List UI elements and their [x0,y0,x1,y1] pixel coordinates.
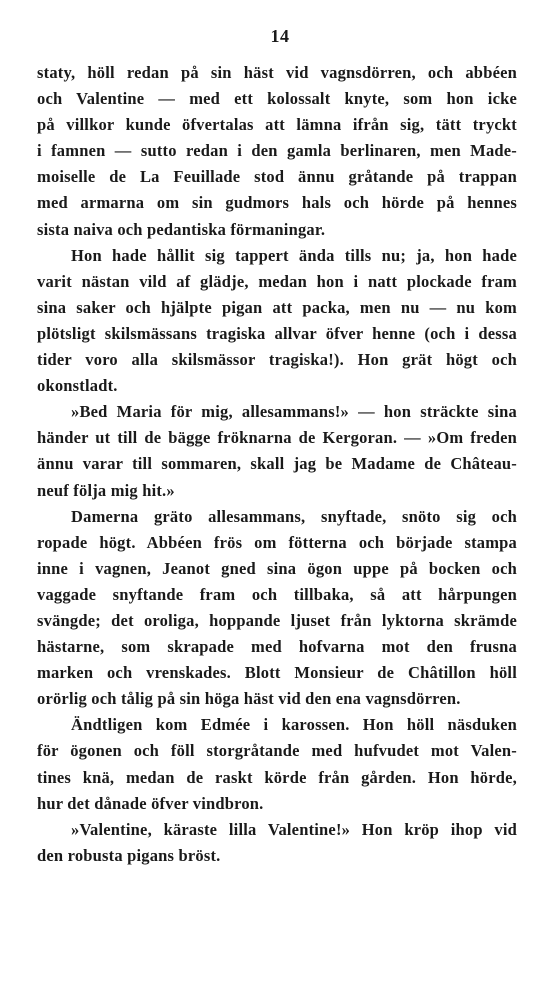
text-line: tines knä, medan de raskt körde från gården. Hon hörde, [37,767,517,787]
text-line: staty, höll redan på sin häst vid vagnsdörren, och abbéen [37,63,517,82]
text-line: vaggade snyftande fram och tillbaka, så att hårpungen [37,584,517,604]
text-line: Ändtligen kom Edmée i karossen. Hon höll näsduken [71,715,517,735]
text-line: svängde; det oroliga, hoppande ljuset från lyktorna skrämde [37,610,517,630]
text-line: Hon hade hållit sig tappert ända tills nu; ja, hon hade [71,245,517,265]
text-line: i famnen — sutto redan i den gamla berlinaren, men Made- [37,141,517,161]
body-text [37,60,517,869]
text-line: orörlig och tålig på sin höga häst vid den ena vagnsdörren. [37,689,461,709]
text-line: inne i vagnen, Jeanot gned sina ögon uppe på bocken och [37,558,517,578]
text-line: händer ut till de bägge fröknarna de Kergoran. — »Om freden [37,428,517,448]
text-line: okonstladt. [37,376,118,396]
text-line: för ögonen och föll storgråtande med hufvudet mot Valen- [37,741,517,761]
text-line: neuf följa mig hit.» [37,480,175,500]
text-line: Damerna gräto allesammans, snyftade, snöto sig och [71,506,517,526]
text-line: sista naiva och pedantiska förmaningar. [37,219,326,239]
text-line: varit nästan vild af glädje, medan hon i natt plockade fram [37,271,517,291]
page-number: 14 [270,26,290,46]
text-line: den robusta pigans bröst. [37,845,221,865]
text-line: med armarna om sin gudmors hals och hörde på hennes [37,193,517,213]
text-line: ropade högt. Abbéen frös om fötterna och började stampa [37,532,517,552]
text-line: hur det dånade öfver vindbron. [37,793,264,813]
text-line: ännu varar till sommaren, skall jag be Madame de Château- [37,454,517,474]
text-line: och Valentine — med ett kolossalt knyte, som hon icke [37,89,517,109]
text-line: plötsligt skilsmässans tragiska allvar öfver henne (och i dessa [37,323,517,343]
text-line: hästarne, som skrapade med hofvarna mot den frusna [37,637,517,657]
text-line: »Valentine, käraste lilla Valentine!» Hon kröp ihop vid [71,819,517,839]
text-line: sina saker och hjälpte pigan att packa, men nu — nu kom [37,297,517,317]
text-line: »Bed Maria för mig, allesammans!» — hon sträckte sina [71,402,517,422]
text-line: marken och vrenskades. Blott Monsieur de Châtillon höll [37,663,517,683]
text-line: tider voro alla skilsmässor tragiska!). Hon grät högt och [37,350,517,370]
text-line: moiselle de La Feuillade stod ännu gråtande på trappan [37,167,517,187]
text-line: på villkor kunde öfvertalas att lämna ifrån sig, tätt tryckt [37,115,517,135]
